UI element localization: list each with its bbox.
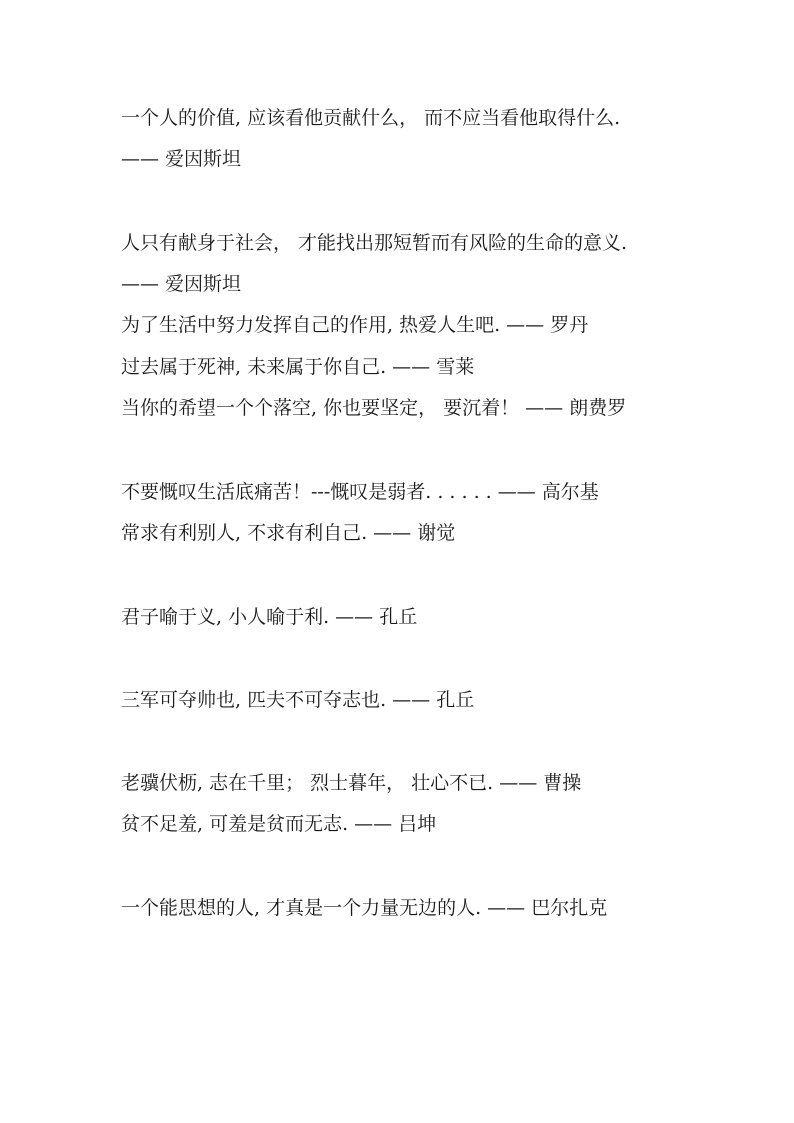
quote-line: 君子喻于义, 小人喻于利. —— 孔丘 bbox=[121, 606, 418, 628]
quote-line: 人只有献身于社会， 才能找出那短暂而有风险的生命的意义. bbox=[121, 232, 628, 254]
quote-author-line: —— 爱因斯坦 bbox=[121, 273, 242, 295]
quote-line: 一个人的价值, 应该看他贡献什么， 而不应当看他取得什么. bbox=[121, 107, 621, 129]
quote-line: 一个能思想的人, 才真是一个力量无边的人. —— 巴尔扎克 bbox=[121, 897, 608, 919]
quote-line: 为了生活中努力发挥自己的作用, 热爱人生吧. —— 罗丹 bbox=[121, 314, 589, 336]
quote-author-line: —— 爱因斯坦 bbox=[121, 148, 242, 170]
quote-line: 三军可夺帅也, 匹夫不可夺志也. —— 孔丘 bbox=[121, 689, 475, 711]
quote-line: 老骥伏枥, 志在千里； 烈士暮年， 壮心不已. —— 曹操 bbox=[121, 772, 582, 794]
quote-line: 当你的希望一个个落空, 你也要坚定， 要沉着！ —— 朗费罗 bbox=[121, 397, 627, 419]
quote-line: 过去属于死神, 未来属于你自己. —— 雪莱 bbox=[121, 356, 475, 378]
quote-line: 常求有利别人, 不求有利自己. —— 谢觉 bbox=[121, 522, 456, 544]
quote-line: 贫不足羞, 可羞是贫而无志. —— 吕坤 bbox=[121, 813, 437, 835]
quote-line: 不要慨叹生活底痛苦！---慨叹是弱者. . . . . . —— 高尔基 bbox=[121, 481, 599, 503]
